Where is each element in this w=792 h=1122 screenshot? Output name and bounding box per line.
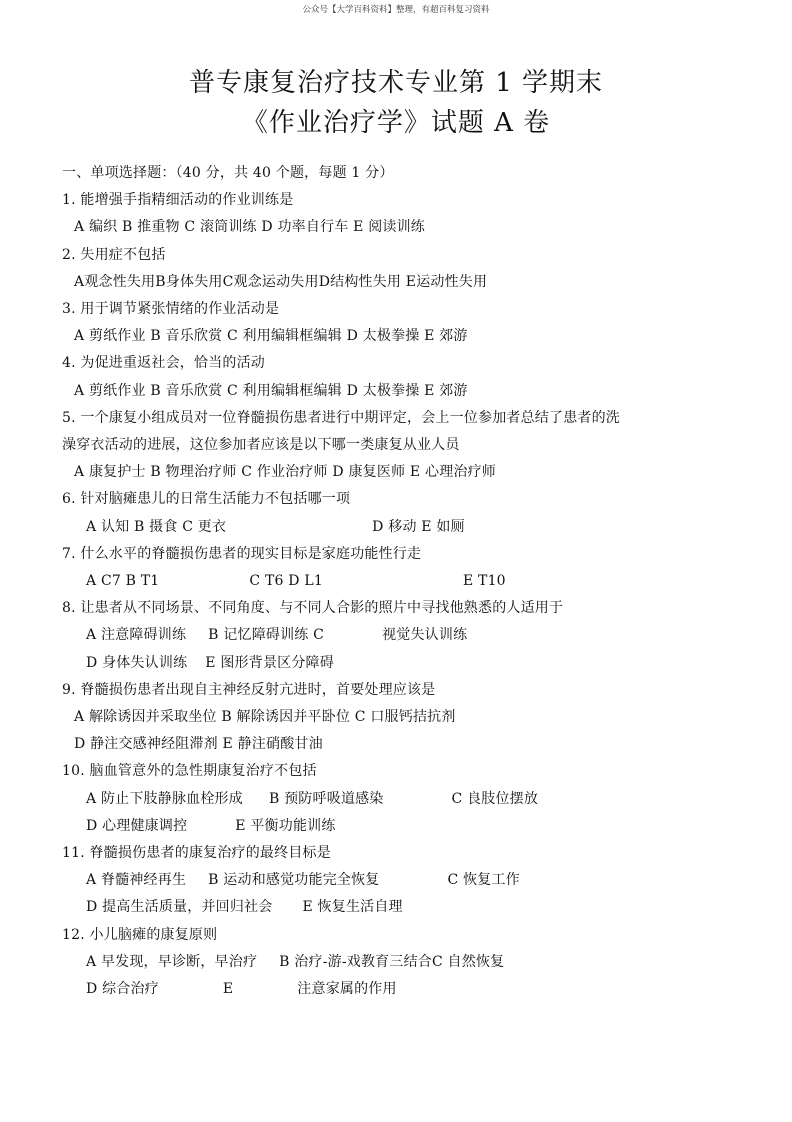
question-12-options-row1 [62,949,742,976]
question-4-stem: 4. 为促进重返社会，恰当的活动 [62,355,266,372]
question-6-stem: 6. 针对脑瘫患儿的日常生活能力不包括哪一项 [62,491,351,508]
exam-title-line1: 普专康复治疗技术专业第 1 学期末 [188,68,604,98]
question-1-options: A 编织 B 推重物 C 滚筒训练 D 功率自行车 E 阅读训练 [74,219,426,236]
question-4-options: A 剪纸作业 B 音乐欣赏 C 利用编辑框编辑 D 太极拳操 E 郊游 [74,382,468,399]
question-11-options-c: C 恢复工作 [447,872,520,889]
question-3-stem: 3. 用于调节紧张情绪的作业活动是 [62,301,280,318]
question-10-options-row1 [62,786,742,813]
question-12-options-b: B 治疗-游-戏教育三结合 [279,953,432,970]
question-1-stem: 1. 能增强手指精细活动的作业训练是 [62,192,294,209]
question-8-options-b: B 记忆障碍训练 C [208,627,325,644]
question-11-options-a: A 脊髓神经再生 [86,872,187,889]
question-7-stem: 7. 什么水平的脊髓损伤患者的现实目标是家庭功能性行走 [62,545,422,562]
question-8-options-a: A 注意障碍训练 [86,627,187,644]
question-11-options-row2 [62,894,742,921]
question-2-stem: 2. 失用症不包括 [62,246,166,263]
question-5-options: A 康复护士 B 物理治疗师 C 作业治疗师 D 康复医师 E 心理治疗师 [74,464,497,481]
question-6-options [62,514,742,541]
question-5-stem-line1: 5. 一个康复小组成员对一位脊髓损伤患者进行中期评定，会上一位参加者总结了患者的洗 [62,409,621,426]
question-10-options-d: D 心理健康调控 [86,817,188,834]
question-6-options-a: A 认知 B 摄食 C 更衣 [86,518,227,535]
question-8-stem: 8. 让患者从不同场景、不同角度、与不同人合影的照片中寻找他熟悉的人适用于 [62,600,564,617]
question-11-options-e: E 恢复生活自理 [302,899,403,916]
question-10-stem: 10. 脑血管意外的急性期康复治疗不包括 [62,763,317,780]
question-11-options-d: D 提高生活质量，并回归社会 [86,899,273,916]
question-8-options-e: E 图形背景区分障碍 [205,654,334,671]
question-12-options-e: E [222,981,234,998]
question-8-options-c: 视觉失认训练 [382,627,468,644]
question-12-options-c: C 自然恢复 [431,953,505,970]
question-10-options-b: B 预防呼吸道感染 [268,790,384,807]
question-12-options-d: D 综合治疗 [86,981,159,998]
question-8-options-row1 [62,622,742,649]
question-6-options-b: D 移动 E 如厕 [372,518,465,535]
question-7-options-a: A C7 B T1 [86,573,160,590]
question-11-options-row1 [62,867,742,894]
question-9-options-line2: D 静注交感神经阻滞剂 E 静注硝酸甘油 [74,736,323,753]
question-7-options-b: C T6 D L1 [249,573,323,590]
question-3-options: A 剪纸作业 B 音乐欣赏 C 利用编辑框编辑 D 太极拳操 E 郊游 [74,328,468,345]
question-12-options-a: A 早发现，早诊断，早治疗 [86,953,258,970]
question-10-options-row2 [62,813,742,840]
section-heading: 一、单项选择题：（40 分，共 40 个题，每题 1 分） [62,165,394,181]
header-note: 公众号【大学百科资料】整理，有超百科复习资料 [302,5,490,15]
question-8-options-d: D 身体失认训练 [86,654,188,671]
question-9-options-line1: A 解除诱因并采取坐位 B 解除诱因并平卧位 C 口服钙拮抗剂 [74,709,456,726]
question-7-options [62,568,742,595]
question-10-options-e: E 平衡功能训练 [235,817,336,834]
question-8-options-row2 [62,650,742,677]
question-9-stem: 9. 脊髓损伤患者出现自主神经反射亢进时，首要处理应该是 [62,681,436,698]
exam-content [62,160,742,1003]
exam-title-line2: 《作业治疗学》试题 A 卷 [241,108,551,138]
question-7-options-c: E T10 [462,573,506,590]
question-12-options-f: 注意家属的作用 [297,981,397,998]
question-12-stem: 12. 小儿脑瘫的康复原则 [62,926,218,943]
question-11-options-b: B 运动和感觉功能完全恢复 [208,872,380,889]
question-2-options: A观念性失用B身体失用C观念运动失用D结构性失用 E运动性失用 [74,273,488,290]
question-10-options-a: A 防止下肢静脉血栓形成 [86,790,243,807]
question-5-stem-line2: 澡穿衣活动的进展，这位参加者应该是以下哪一类康复从业人员 [62,437,460,454]
question-12-options-row2 [62,976,742,1003]
question-11-stem: 11. 脊髓损伤患者的康复治疗的最终目标是 [62,845,331,862]
question-10-options-c: C 良肢位摆放 [451,790,539,807]
